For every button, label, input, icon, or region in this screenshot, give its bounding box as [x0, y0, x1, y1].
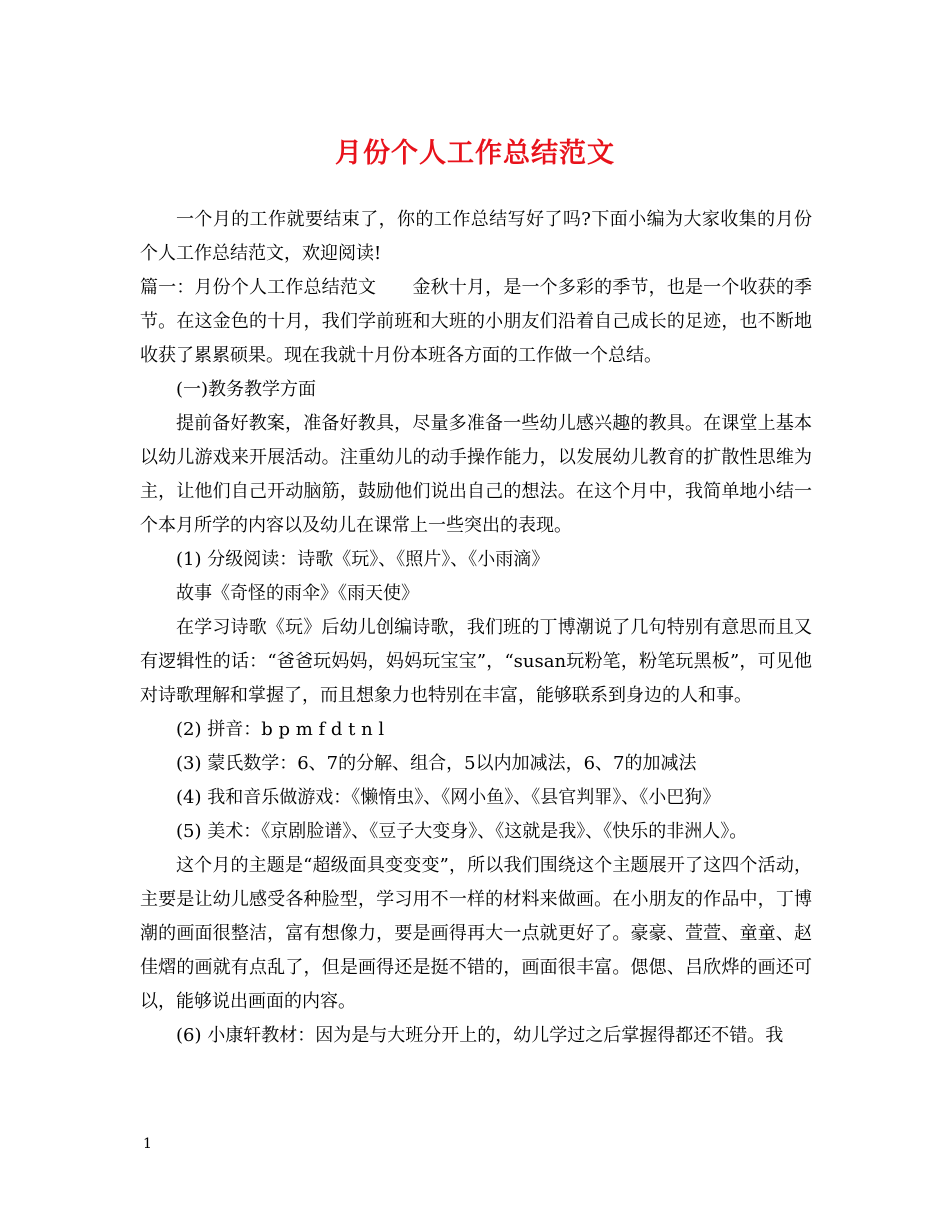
theme-paragraph: 这个月的主题是“超级面具变变变”，所以我们围绕这个主题展开了这四个活动，主要是让幼儿感受各种脸型，学习用不一样的材料来做画。在小朋友的作品中，丁博潮的画面很整洁，富有想像力，要是画得再大一点就更好了。豪豪、萱萱、童童、赵佳熠的画就有点乱了，但是画得还是挺不错的，画面很丰富。偲偲、吕欣烨的画还可以，能够说出画面的内容。 [140, 855, 812, 1012]
list-item-reading: (1) 分级阅读：诗歌《玩》、《照片》、《小雨滴》 [176, 549, 550, 570]
poem-paragraph: 在学习诗歌《玩》后幼儿创编诗歌，我们班的丁博潮说了几句特别有意思而且又有逻辑性的话：“爸爸玩妈妈，妈妈玩宝宝”，“susan玩粉笔，粉笔玩黑板”，可见他对诗歌理解和掌握了，而且想象力也特别在丰富，能够联系到身边的人和事。 [140, 617, 812, 706]
teaching-paragraph: 提前备好教案，准备好教具，尽量多准备一些幼儿感兴趣的教具。在课堂上基本以幼儿游戏来开展活动。注重幼儿的动手操作能力，以发展幼儿教育的扩散性思维为主，让他们自己开动脑筋，鼓励他们说出自己的想法。在这个月中，我简单地小结一个本月所学的内容以及幼儿在课常上一些突出的表现。 [140, 413, 812, 536]
list-item-math: (3) 蒙氏数学：6、7的分解、组合，5以内加减法，6、7的加减法 [176, 753, 697, 774]
document-body [140, 203, 812, 1053]
section-one-paragraph: 篇一：月份个人工作总结范文 金秋十月，是一个多彩的季节，也是一个收获的季节。在这金色的十月，我们学前班和大班的小朋友们沿着自己成长的足迹，也不断地收获了累累硕果。现在我就十月份本班各方面的工作做一个总结。 [140, 277, 812, 366]
list-item-music: (4) 我和音乐做游戏：《懒惰虫》、《网小鱼》、《县官判罪》、《小巴狗》 [176, 787, 721, 808]
list-item-stories: 故事《奇怪的雨伞》《雨天使》 [176, 583, 419, 604]
heading-teaching: (一)教务教学方面 [176, 379, 317, 400]
list-item-pinyin: (2) 拼音：b p m f d t n l [176, 719, 385, 740]
list-item-art: (5) 美术：《京剧脸谱》、《豆子大变身》、《这就是我》、《快乐的非洲人》。 [176, 821, 748, 842]
intro-paragraph: 一个月的工作就要结束了，你的工作总结写好了吗?下面小编为大家收集的月份个人工作总结范文，欢迎阅读! [140, 209, 812, 264]
list-item-kangxuan: (6) 小康轩教材：因为是与大班分开上的，幼儿学过之后掌握得都还不错。我 [176, 1025, 784, 1046]
page-number: 1 [143, 1136, 152, 1152]
document-title: 月份个人工作总结范文 [335, 138, 615, 169]
